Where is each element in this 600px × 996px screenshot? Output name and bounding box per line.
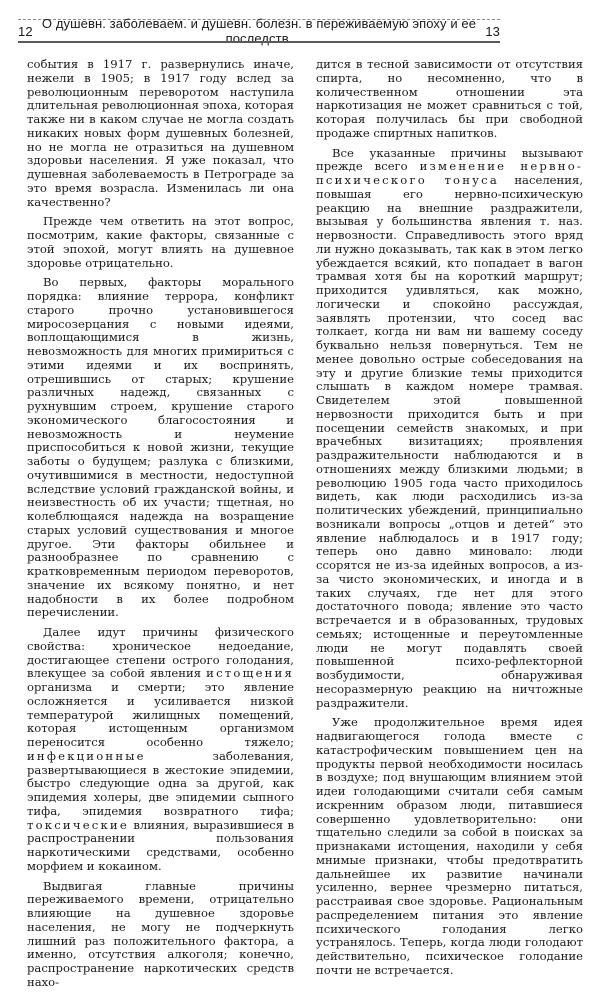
paragraph: Прежде чем ответить на этот вопрос, посмотрим, какие факторы, связанные с этой эпохой, могут влиять на душевное здоровье отрицательно. — [27, 214, 294, 270]
page-number-left: 12 — [18, 23, 33, 39]
paragraph-text: организма и смерти; это явление осложняется и усиливается низкой температурой жилищных помещений, которая истощенным организмом переносится особенно тяжело; — [27, 680, 294, 749]
text-columns — [27, 58, 583, 996]
emphasized-term: истощения — [206, 666, 294, 681]
running-title: О душевн. заболеваем. и душевн. болезн. в переживаемую эпоху и ее последств. — [41, 16, 477, 46]
emphasized-term: токсические — [27, 817, 129, 832]
emphasized-term: изменение нервно-психического тонуса — [316, 159, 583, 187]
paragraph-text: населения, повышая его нервно-психическую реакцию на внешние раздражители, вызывая у большинства явления т. наз. нервозности. Справедливость этого вряд ли нужно доказывать, так как в этом легко убеждается всякий, кто попадает в вагон трамвая хотя бы на короткий маршрут; приходится удивляться, как можно, логически и спокойно рассуждая, заявлять протензии, что сосед вас толкает, когда ни вам ни вашему соседу буквально нельзя повернуться. Тем не менее довольно острые собеседования на эту и другие близкие темы приходится слышать в каждом номере трамвая. Свидетелем этой повышенной нервозности приходится быть и при посещении семейств знакомых, и при врачебных визитациях; проявления раздражительности наблюдаются и в отношениях между близкими людьми; в революцию 1905 года часто приходилось видеть, как люди расходились из-за политических убеждений, принципиально возникали вопросы „отцов и детей“ это явление наблюдалось и в 1917 году; теперь оно давно миновало: люди ссорятся не из-за идейных вопросов, а из-за чисто экономических, и иногда и в таких случаях, где нет для этого достаточного повода; явление это часто встречается и в образованных, трудовых семьях; истощенные и переутомленные люди не могут подавлять своей повышенной психо-рефлекторной возбудимости, обнаруживая несоразмерную реакцию на ничтожные раздражители. — [316, 173, 583, 710]
header-row — [18, 16, 500, 46]
page-number-right: 13 — [485, 23, 500, 39]
right-column — [316, 58, 583, 996]
running-header — [18, 18, 500, 44]
paragraph: Во первых, факторы морального порядка: влияние террора, конфликт старого прочно установившегося миросозерцания с новыми идеями, воплощающимися в жизнь, невозможность для многих примириться с этими идеями и их воспринять, отрешившись от старых; крушение различных надежд, связанных с рухнувшим строем, крушение старого экономического благосостояния и невозможность и неумение приспособиться к новой жизни, текущие заботы о будущем; разлука с близкими, очутившимися в местности, недоступной вследствие условий гражданской войны, и неизвестность об их участи; тщетная, но колеблющаяся надежда на возращение старых условий существования и многое другое. Эти факторы обильнее и разнообразнее по сравнению с кратковременным периодом переворотов, значение их всякому понятно, и нет надобности в их более подробном перечислении. — [27, 275, 294, 620]
paragraph — [316, 147, 583, 711]
paragraph — [27, 626, 294, 874]
emphasized-term: инфекционные — [27, 748, 146, 763]
paragraph-text: Далее идут причины физического свойства: хроническое недоедание, достигающее степени острого голодания, влекущее за собой явления — [27, 625, 294, 681]
paragraph: Уже продолжительное время идея надвигающегося голода вместе с катастрофическим повышением цен на продукты первой необходимости носилась в воздухе; под внушающим влиянием этой идеи голодающими считали себя самым искренним образом люди, питавшиеся совершенно удовлетворительно: они тщательно следили за собой в поисках за признаками истощения, находили у себя мнимые признаки, чтобы предотвратить дальнейшее их развитие начинали усиленно, вернее чрезмерно питаться, расстраивая свое здоровье. Рациональным распределением питания это явление психического голодания легко устранялось. Теперь, когда люди голодают действительно, психическое голодание почти не встречается. — [316, 715, 583, 977]
paragraph-text: Все указанные причины вызывают прежде всего — [316, 145, 583, 174]
header-bottom-rule — [18, 41, 500, 43]
paragraph: события в 1917 г. развернулись иначе, нежели в 1905; в 1917 году вслед за революционным переворотом наступила длительная революционная эпоха, которая также ни в каком случае не могла создать никаких новых форм душевных болезней, но не могла не отразиться на душевном здоровьи населения. Я уже показал, что душевная заболеваемость в Петрограде за это время возрасла. Изменилась ли она качественно? — [27, 57, 294, 209]
left-column — [27, 58, 294, 996]
paragraph-text: заболевания, развертывающиеся в жестокие эпидемии, быстро следующие одна за другой, как эпидемия холеры, две эпидемии сыпного тифа, эпидемия возвратного тифа; — [27, 748, 294, 818]
paragraph-text: влияния, выразившиеся в распространении пользования наркотическими средствами, особенно морфием и кокаином. — [27, 817, 294, 873]
paragraph: Выдвигая главные причины переживаемого времени, отрицательно влияющие на душевное здоровье населения, не могу не подчеркнуть лишний раз положительного фактора, а именно, отсутствия алкоголя; конечно, распространение наркотических средств нахо- — [27, 878, 294, 989]
paragraph: дится в тесной зависимости от отсутствия спирта, но несомненно, что в количественном отношении эта наркотизация не может сравниться с той, которая получилась бы при свободной продаже спиртных напитков. — [316, 57, 583, 140]
